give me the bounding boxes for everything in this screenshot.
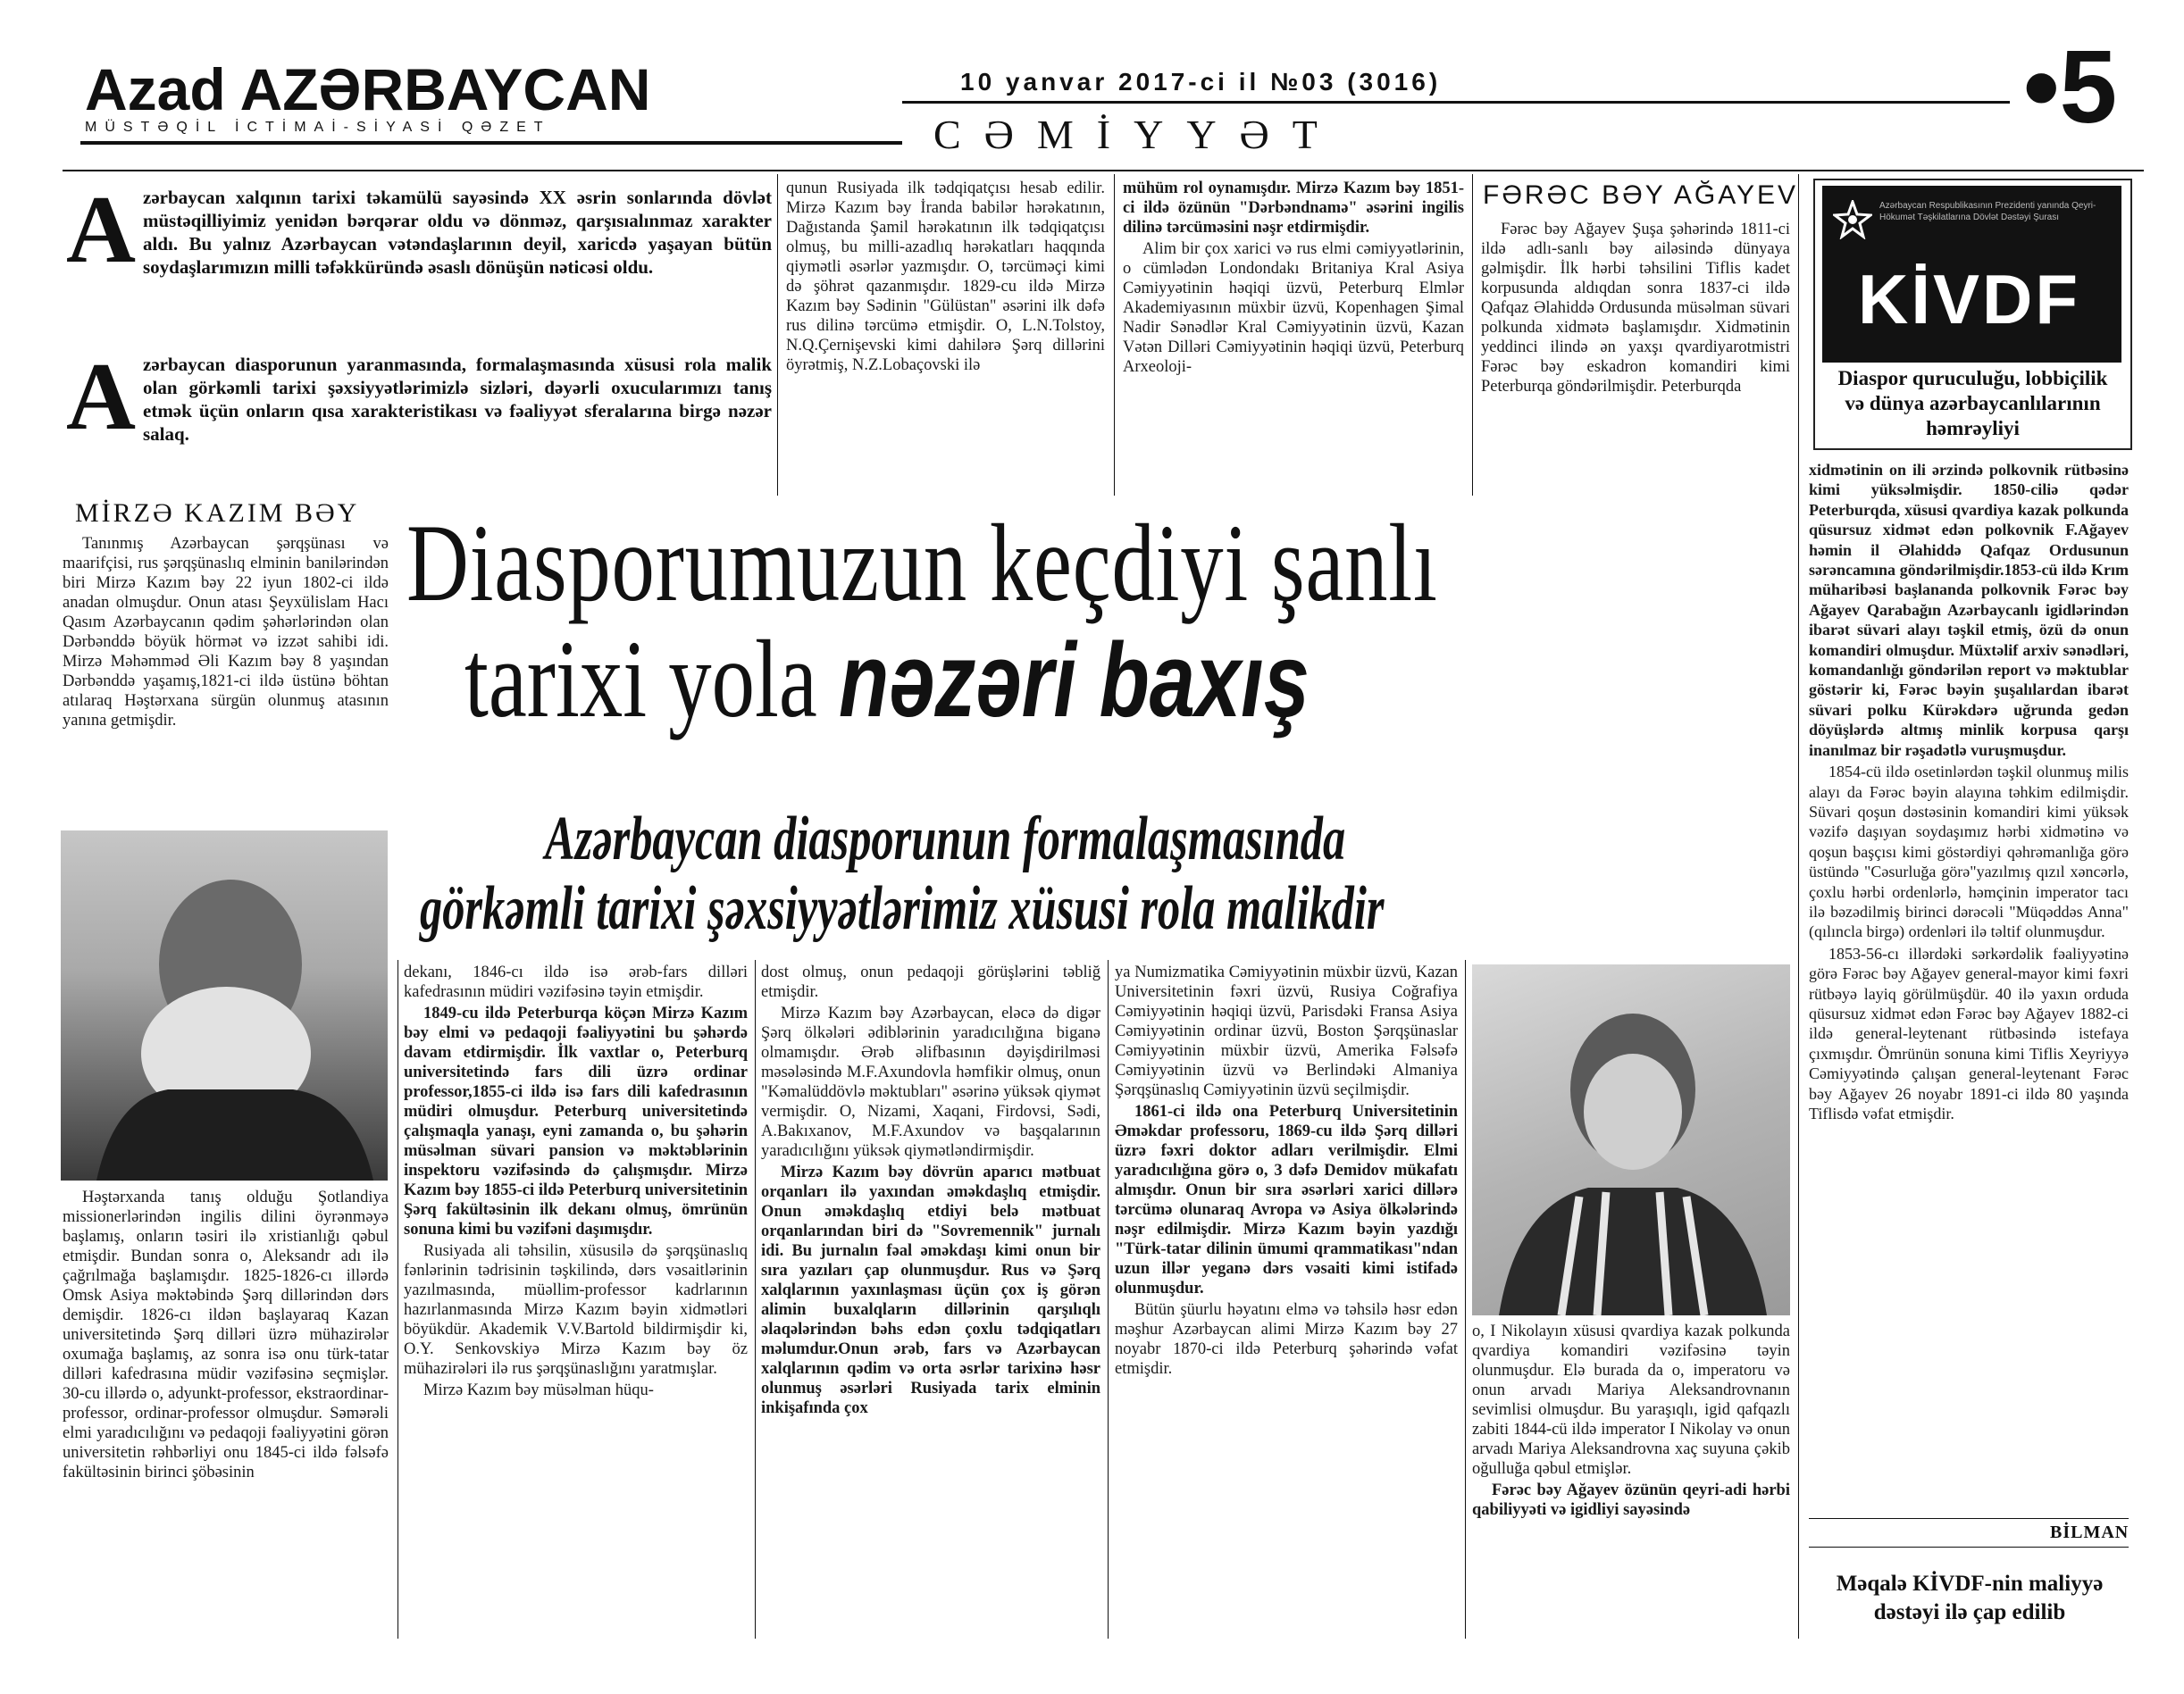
paragraph: qunun Rusiyada ilk tədqiqatçısı hesab edilir. Mirzə Kazım bəy İranda babilər hərəkatının, Dağıstanda Şamil hərəkatının ilk tədqiqatçısı olmuş, bu milli-azadlıq hərəkatları haqqında qiymətli əsərlər yazmışdır. O, tərcüməçi kimi də şöhrət qazanmışdır. 1829-cu ildə Mirzə Kazım bəy Sədinin "Gülüstan" əsərini ilk dəfə rus dilinə tərcümə etmişdir. O, L.N.Tolstoy, N.Q.Çernişevski kimi dahilərə Şərq dillərini öyrətmiş, N.Z.Lobaçovski ilə (786, 179, 1105, 374)
column-divider (1465, 960, 1466, 1639)
headline-line-2a: tarixi yola (464, 618, 817, 740)
subheadline-1: Azərbaycan diasporunun formalaşmasında (545, 805, 1346, 873)
mirza-column-top (63, 534, 389, 815)
masthead-rule-right (902, 101, 2010, 104)
intro-paragraph-1 (66, 177, 772, 283)
intro-text-2: zərbaycan diasporunun yaranmasında, formalaşmasında xüsusi rola malik olan görkəmli tarixi şəxsiyyətlərimizlə sizləri, dəyərli oxucularımızı tanış etmək üçün onların qısa xarakteristikası və fəaliyyət sferalarına birgə nəzər salaq. (143, 354, 772, 445)
drop-cap: A (66, 177, 136, 283)
page-number: •5 (2023, 29, 2118, 145)
mirza-column-bottom (63, 1188, 389, 1652)
byline-rule (1809, 1518, 2129, 1519)
paragraph: Mirzə Kazım bəy müsəlman hüqu- (423, 1381, 654, 1399)
portrait-mirza-kazim-bey (61, 830, 388, 1181)
farac-column-bottom (1472, 1322, 1790, 1652)
article-column-2 (404, 963, 748, 1650)
headline-line-2b: nəzəri baxış (838, 622, 1310, 739)
paragraph: mühüm rol oynamışdır. Mirzə Kazım bəy 1851-ci ildə özünün "Dərbəndnamə" əsərini ingilis dilinə tərcüməsini nəşr etdirmişdir. (1123, 179, 1464, 237)
farac-heading: FƏRƏC BƏY AĞAYEV (1483, 180, 1799, 210)
intro-paragraph-2 (66, 344, 772, 450)
article-column-4 (1115, 963, 1458, 1650)
paragraph: 1849-cu ildə Peterburqa köçən Mirzə Kazım bəy elmi və pedaqoji fəaliyyətini bu şəhərdə davam etdirmişdir. İlk vaxtlar o, Peterburq universitetində fars dili üzrə ordinar professor,1855-ci ildə isə fars dili kafedrasının müdiri olmuşdur. Peterburq universitetində çalışmaqla yanaşı, eyni zamanda o, bu şəhərin müsəlman süvari pansion və məktəblərinin inspektoru vəzifəsində də çalışmışdır. Mirzə Kazım bəy 1855-ci ildə Peterburq universitetinin Şərq fakültəsinin ilk dekanı olmuş, ömrünün sonuna kimi bu vəzifəni daşımışdır. (404, 1005, 748, 1239)
portrait-silhouette (61, 830, 388, 1181)
kivdf-box (1813, 179, 2132, 450)
issue-date: 10 yanvar 2017-ci il №03 (3016) (960, 68, 1442, 96)
paragraph: 1853-56-cı illərdəki sərkərdəlik fəaliyyətinə görə Fərəc bəy Ağayev general-mayor kimi fəxri rütbəyə layiq görülmüşdür. 40 ilə yaxın orduda qüsursuz xidmət edən Fərəc bəy Ağayev 1882-ci ildə general-leytenant rütbəsində istefaya çıxmışdır. Ömrünün sonuna kimi Tiflis Xeyriyyə Cəmiyyətində çalışan general-leytenant Fərəc bəy Ağayev 26 noyabr 1891-ci ildə 80 yaşında Tiflisdə vəfat etmişdir. (1809, 944, 2129, 1122)
column-divider (1472, 174, 1473, 496)
article-column-3 (761, 963, 1100, 1650)
mirza-heading: MİRZƏ KAZIM BƏY (75, 498, 360, 528)
portrait-silhouette (1472, 964, 1790, 1315)
drop-cap: A (66, 344, 136, 450)
paragraph: dekanı, 1846-cı ildə isə ərəb-fars dilləri kafedrasının müdiri vəzifəsinə təyin etmişdir. (404, 964, 748, 1001)
column-divider (755, 960, 756, 1639)
paragraph: dost olmuş, onun pedaqoji görüşlərini təbliğ etmişdir. (761, 964, 1100, 1001)
byline-rule-bottom (1809, 1547, 2129, 1548)
paragraph: ya Numizmatika Cəmiyyətinin müxbir üzvü, Kazan Universitetinin fəxri üzvü, Rusiya Coğrafiya Cəmiyyətinin həqiqi üzvü, Parisdəki Fransa Asiya Cəmiyyətinin ordinar üzvü, Boston Şərqşünaslar Cəmiyyətinin müxbir üzvü, Amerika Fəlsəfə Cəmiyyətinin üzvü və Berlindəki Almaniya Şərqşünaslıq Cəmiyyətinin üzvü seçilmişdir. (1115, 964, 1458, 1099)
article-column-top-2 (786, 179, 1105, 491)
column-divider (1114, 174, 1115, 496)
paragraph: Rusiyada ali təhsilin, xüsusilə də şərqşünaslıq fənlərinin tədrisinin təşkilində, dərs vəsaitlərinin yazılmasında, müəllim-professor kadrlarının hazırlanmasında Mirzə Kazım bəyin xidmətləri böyükdür. Akademik V.V.Bartold bildirmişdir ki, O.Y. Senkovskiyə Mirzə Kazım bəy öz mühazirələri ilə rus şərqşünaslığını yaratmışlar. (404, 1242, 748, 1378)
paragraph: Fərəc bəy Ağayev özünün qeyri-adi hərbi qabiliyyəti və igidliyi sayəsində (1472, 1481, 1790, 1519)
right-column (1809, 460, 2129, 1505)
paragraph: o, I Nikolayın xüsusi qvardiya kazak polkunda qvardiya komandiri vəzifəsinə təyin olunmuşdur. Elə burada da o, imperatoru və onun arvadı Mariya Aleksandrovnanın sevimlisi olmuşdur. Bu yaraşıqlı, igid qafqazlı zabiti 1844-cü ildə imperator I Nikolay və onun arvadı Mariya Aleksandrovna xaç suyuna çəkib oğulluğa qəbul etmişlər. (1472, 1323, 1790, 1478)
paragraph: Tanınmış Azərbaycan şərqşünası və maarifçisi, rus şərqşünaslıq elminin banilərindən biri Mirzə Kazım bəy 22 iyun 1802-ci ildə anadan olmuşdur. Onun atası Şeyxülislam Hacı Qasım Azərbaycanın qədim şəhərlərindən olan Dərbənddə böyük hörmət və izzət sahibi idi. Mirzə Məhəmməd Əli Kazım bəy 8 yaşından Dərbənddə yaşamış,1821-ci ildə üstünə böhtan atılaraq Həştərxana sürgün olunmuş atasının yanına getmişdir. (63, 535, 389, 730)
kivdf-logo-text: KİVDF (1858, 260, 2080, 338)
intro-text-1: zərbaycan xalqının tarixi təkamülü sayəsində XX əsrin sonlarında dövlət müstəqilliyimiz yenidən bərqərar oldu və dönməz, qarşısıalınmaz xarakter aldı. Bu yalnız Azərbaycan vətəndaşlarının deyil, xaricdə yaşayan bütün soydaşlarımızın milli təfəkküründə əsaslı dönüşün nəticəsi oldu. (143, 187, 772, 278)
masthead-rule-left (80, 141, 902, 145)
paragraph: Həştərxanda tanış olduğu Şotlandiya missionerlərindən ingilis dilini öyrənməyə başlamış, onların təsiri ilə xristianlığı qəbul etmişdir. Bundan sonra o, Aleksandr adı ilə çağrılmağa başlamışdır. 1825-1826-cı illərdə Omsk Asiya məktəbində Şərq dillərindən dərs demişdir. 1826-cı ildən başlayaraq Kazan universitetində Şərq dilləri üzrə mühazirələr oxumağa başlamış, az sonra isə onu türk-tatar dilləri kafedrasına müdir vəzifəsinə seçmişlər. 30-cu illərdə o, adyunkt-professor, ekstraordinar-professor, ordinar-professor olmuşdur. Səmərəli elmi yaradıcılığını və pedaqoji fəaliyyətini görən universitetin rəhbərliyi onu 1845-ci ildə fəlsəfə fakültəsinin birinci şöbəsinin (63, 1189, 389, 1481)
byline: BİLMAN (2050, 1523, 2130, 1542)
kivdf-caption: Diaspor quruculuğu, lobbiçilik və dünya azərbaycanlılarının həmrəyliyi (1837, 367, 2108, 439)
paragraph: Mirzə Kazım bəy dövrün aparıcı mətbuat orqanları ilə yaxından əməkdaşlıq etmişdir. Onun əməkdaşlıq etdiyi belə mətbuat orqanlarından biri də "Sovremennik" jurnalı idi. Bu jurnalın fəal əməkdaşı kimi onun bir sıra yazıları çap olunmuşdur. Rus və Şərq xalqlarının yaxınlaşması üçün çox iş görən alimin buxalqların dillərinin qarşılıqlı əlaqələrindən bəhs edən çoxlu tədqiqatları məlumdur.Onun ərəb, fars və Azərbaycan xalqlarının qədim və orta əsrlər tarixinə həsr olunmuş əsərləri Rusiyada tarix elminin inkişafında çox (761, 1164, 1100, 1417)
article-column-top-3 (1123, 179, 1464, 491)
newspaper-title: Azad AZƏRBAYCAN (85, 56, 651, 122)
section-title: CƏMİYYƏT (933, 112, 1341, 157)
column-divider (777, 174, 778, 496)
paragraph: xidmətinin on ili ərzində polkovnik rütbəsinə kimi yüksəlmişdir. 1850-ciliə qədər Peterburqda, xüsusi qvardiya kazak polkunda qüsursuz xidmət edən polkovnik F.Ağayev həmin il Əlahiddə Qafqaz Ordusunun sərəncamına göndərilmişdir.1853-cü ildə Krım müharibəsi başlananda polkovnik Fərəc bəy Ağayev Qarabağın Azərbaycanlı igidlərindən ibarət süvari alayı təşkil etmiş, özü də onun komandiri olmuşdur. Müxtəlif arxiv sənədləri, komandanlığı göndərilən report və məktublar göstərir ki, Fərəc bəyin şuşalılardan ibarət süvari polku Kürəkdərə uğrunda gedən döyüşlərdə altmış minlik korpusa qarşı inanılmaz bir rəşadətlə vuruşmuşdur. (1809, 461, 2129, 759)
headline-line-1: Diasporumuzun keçdiyi şanlı (406, 502, 1438, 624)
paragraph: Fərəc bəy Ağayev Şuşa şəhərində 1811-ci ildə adlı-sanlı bəy ailəsində dünyaya gəlmişdir. İlk hərbi təhsilini Tiflis kadet korpusunda aldıqdan sonra 1837-ci ildə Qafqaz Əlahiddə Ordusunda müsəlman süvari polkunda xidmətə başlamışdır. Xidmətinin yeddinci ilində ən yaxşı qvardiyarotmistri Fərəc bəy eskadron komandiri kimi Peterburqa göndərilmişdir. Peterburqda (1481, 221, 1790, 396)
star-emblem-icon (1833, 200, 1872, 239)
portrait-farac-bey-agayev (1472, 964, 1790, 1315)
subheadline-2: görkəmli tarixi şəxsiyyətlərimiz xüsusi rola malikdir (420, 874, 1385, 943)
paragraph: 1861-ci ildə ona Peterburq Universitetinin Əməkdar professoru, 1869-cu ildə Şərq dilləri üzrə fəxri doktor adları verilmişdir. Elmi yaradıcılığına görə o, 3 dəfə Demidov mükafatı almışdır. Onun bir sıra əsərləri xarici dillərə tərcümə olunaraq Avropa və Asiya ölkələrində nəşr edilmişdir. Mirzə Kazım bəyin yazdığı "Türk-tatar dilinin ümumi qrammatikası"ndan uzun illər yeganə dərs vəsaiti kimi istifadə olunmuşdur. (1115, 1103, 1458, 1298)
kivdf-logo-panel (1822, 186, 2121, 363)
article-column-top-4 (1481, 220, 1790, 491)
column-divider (397, 960, 398, 1639)
paragraph: Bütün şüurlu həyatını elmə və təhsilə həsr edən məşhur Azərbaycan alimi Mirzə Kazım bəy 27 noyabr 1870-ci ildə Peterburq şəhərində vəfat etmişdir. (1115, 1301, 1458, 1378)
paragraph: 1854-cü ildə osetinlərdən təşkil olunmuş milis alayı da Fərəc bəyin alayına təhkim edilmişdir. Süvari qoşun dəstəsinin komandiri kimi yüksək vəzifə daşıyan soydaşımız hərbi xidmətinə və qoşun başçısı kimi göstərdiyi qəhrəmanlığa görə üstündə "Cəsurluğa görə"yazılmış qızıl xəncərlə, çoxlu hərbi ordenlərlə, həmçinin imperator tacı ilə bəzədilmiş birinci dərəcəli "Müqəddəs Anna" (qılıncla birgə) ordenləri ilə təltif olunmuşdur. (1809, 763, 2129, 941)
top-divider (63, 170, 2144, 171)
kivdf-org-line: Azərbaycan Respublikasının Prezidenti yanında Qeyri-Hökumət Təşkilatlarına Dövlət Dəstəyi Şurası (1879, 201, 2096, 222)
newspaper-subtitle: MÜSTƏQİL İCTİMAİ-SİYASİ QƏZET (85, 120, 551, 135)
paragraph: Mirzə Kazım bəy Azərbaycan, eləcə də digər Şərq ölkələri ədiblərinin yaradıcılığına biganə olmamışdır. Ərəb əlifbasının dəyişdirilməsi məsələsində M.F.Axundovla həmfikir olmuş, onun "Kəmalüddövlə məktubları" əsərinə yüksək qiymət vermişdir. O, Nizami, Xaqani, Firdovsi, Sədi, A.Bakıxanov, M.F.Axundov və başqalarının yaradıcılığını yüksək qiymətləndirmişdir. (761, 1005, 1100, 1160)
column-divider (1798, 174, 1799, 1639)
headline-line-2 (464, 616, 1310, 743)
sponsor-note: Məqalə KİVDF-nin maliyyə dəstəyi ilə çap edilib (1836, 1572, 2104, 1624)
column-divider (1108, 960, 1109, 1639)
paragraph: Alim bir çox xarici və rus elmi cəmiyyətlərinin, o cümlədən Londondakı Britaniya Kral Asiya Cəmiyyətinin həqiqi üzvü, Peterburq Elmlər Akademiyasının müxbir üzvü, Kopenhagen Şimal Nadir Sənədlər Kral Cəmiyyətinin üzvü, Kazan Vətən Dilləri Cəmiyyətinin həqiqi üzvü, Peterburq Arxeoloji- (1123, 240, 1464, 376)
